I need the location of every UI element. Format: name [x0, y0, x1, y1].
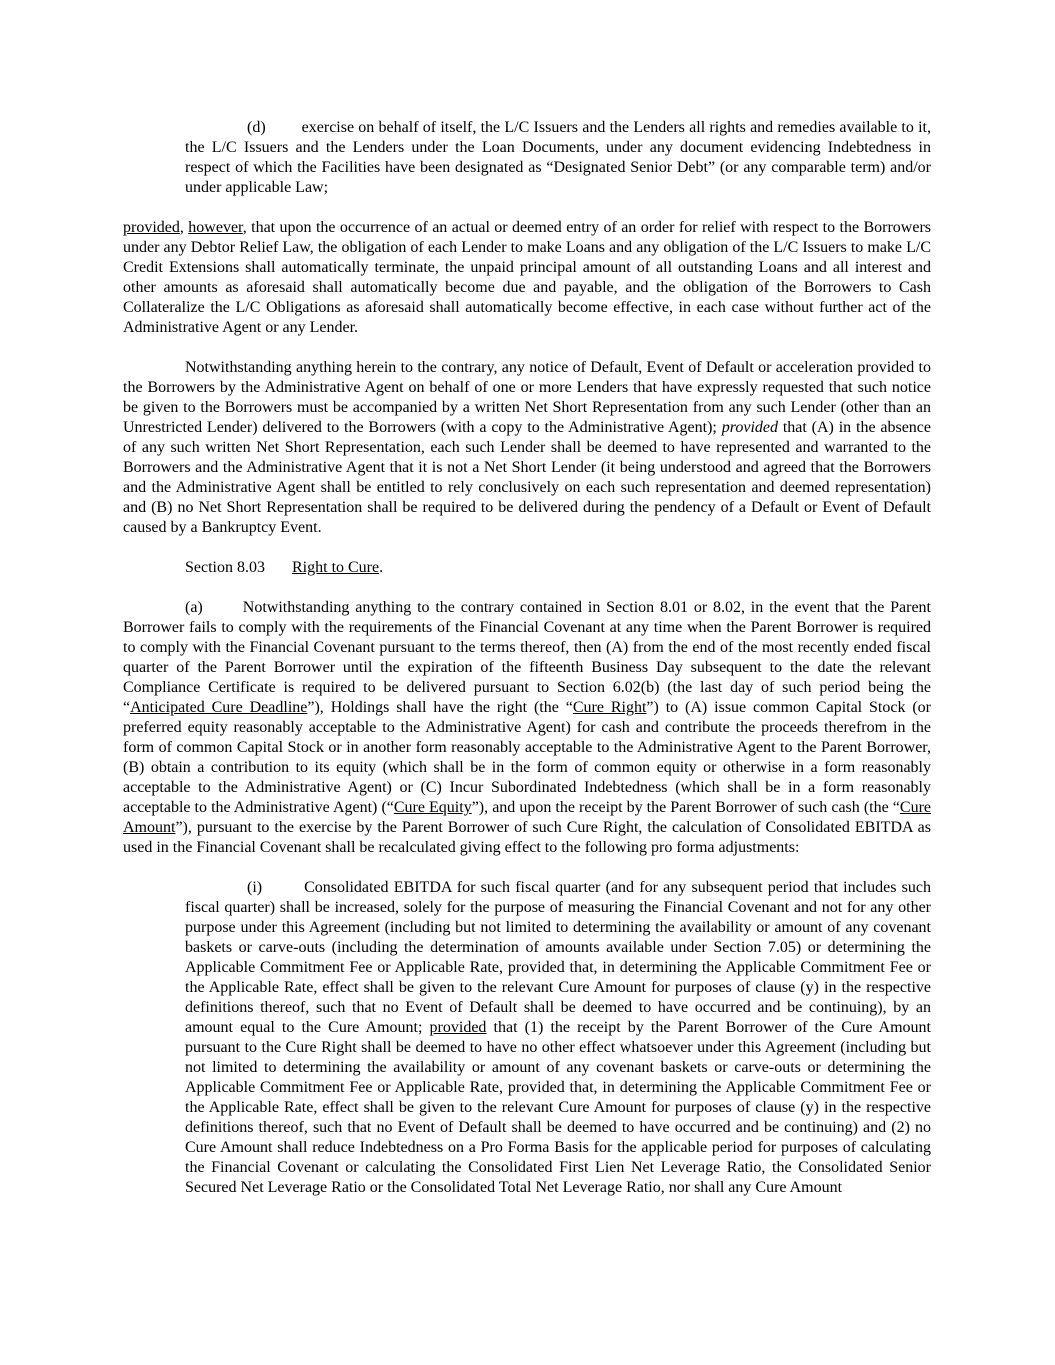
text-run: that (A) in the absence of any such written Net Short Representation, each such Lender shall be deemed to have represented and warranted to the Borrowers and the Administrative Agent that it is not a Net Short Lender (it being understood and agreed that the Borrowers and the Administrative Agent shall be entitled to rely conclusively on each such representation and deemed representation) and (B) no Net Short Representation shall be required to be delivered during the pendency of a Default or Event of Default caused by a Bankruptcy Event. [123, 419, 932, 536]
tab-spacer [265, 571, 292, 572]
text-run: ”) to (A) issue common Capital Stock (or preferred equity reasonably acceptable to the Administrative Agent) for cash and contribute the proceeds therefrom in the form of common Capital Stock or in another form reasonably acceptable to the Administrative Agent to the Parent Borrower, (B) obtain a contribution to its equity (which shall be in the form of common equity or otherwise in a form reasonably acceptable to the Administrative Agent) or (C) Incur Subordinated Indebtedness (which shall be in a form reasonably acceptable to the Administrative Agent) (“ [123, 699, 931, 816]
text-run: Cure Right [572, 699, 647, 716]
text-run: Consolidated EBITDA for such fiscal quarter (and for any subsequent period that includes such fiscal quarter) shall be increased, solely for the purpose of measuring the Financial Covenant and not for any other purpose under this Agreement (including but not limited to determining the availability or amount of any covenant baskets or carve-outs (including the determination of amounts available under Section 7.05) or determining the Applicable Commitment Fee or Applicable Rate, provided that, in determining the Applicable Commitment Fee or the Applicable Rate, effect shall be given to the relevant Cure Amount for purposes of clause (y) in the respective definitions thereof, such that no Event of Default shall be deemed to have occurred and be continuing), by an amount equal to the Cure Amount; [185, 879, 931, 1036]
text-run: , that upon the occurrence of an actual or deemed entry of an order for relief with respect to the Borrowers under any Debtor Relief Law, the obligation of each Lender to make Loans and any obligation of the L/C Issuers to make L/C Credit Extensions shall automatically terminate, the unpaid principal amount of all outstanding Loans and all interest and other amounts as aforesaid shall automatically become due and payable, and the obligation of the Borrowers to Cash Collateralize the L/C Obligations as aforesaid shall automatically become effective, in each case without further act of the Administrative Agent or any Lender. [123, 219, 932, 336]
text-run: Cure Amount [123, 799, 931, 836]
text-run: Notwithstanding anything herein to the contrary, any notice of Default, Event of Default or acceleration provided to the Borrowers by the Administrative Agent on behalf of one or more Lenders that have expressly requested that such notice be given to the Borrowers must be accompanied by a written Net Short Representation from any such Lender (other than an Unrestricted Lender) delivered to the Borrowers (with a copy to the Administrative Agent); [123, 359, 931, 436]
text-run: exercise on behalf of itself, the L/C Issuers and the Lenders all rights and remedies available to it, the L/C Issuers and the Lenders under the Loan Documents, under any document evidencing Indebtedness in respect of which the Facilities have been designated as “Designated Senior Debt” (or any comparable term) and/or under applicable Law; [185, 119, 931, 196]
text-run: provided [721, 419, 778, 436]
text-run: that (1) the receipt by the Parent Borrower of the Cure Amount pursuant to the Cure Right shall be deemed to have no other effect whatsoever under this Agreement (including but not limited to determining the availability or amount of any covenant baskets or carve-outs or determining the Applicable Commitment Fee or Applicable Rate, provided that, in determining the Applicable Commitment Fee or the Applicable Rate, effect shall be given to the relevant Cure Amount for purposes of clause (y) in the respective definitions thereof, such that no Event of Default shall be deemed to have occurred and be continuing) and (2) no Cure Amount shall reduce Indebtedness on a Pro Forma Basis for the applicable period for purposes of calculating the Financial Covenant or calculating the Consolidated First Lien Net Leverage Ratio, the Consolidated Senior Secured Net Leverage Ratio or the Consolidated Total Net Leverage Ratio, nor shall any Cure Amount [185, 1019, 931, 1196]
text-run: provided [429, 1019, 487, 1036]
tab-spacer [266, 131, 302, 132]
text-run: (d) [247, 119, 266, 136]
section-heading-8-03 [123, 558, 931, 578]
document-body [123, 118, 931, 1198]
text-run: Section 8.03 [185, 559, 265, 576]
text-run: (a) [185, 599, 203, 616]
text-run: however [188, 219, 243, 236]
tab-spacer [203, 611, 243, 612]
text-run: ”), and upon the receipt by the Parent Borrower of such cash (the “ [471, 799, 900, 816]
text-run: ”), pursuant to the exercise by the Parent Borrower of such Cure Right, the calculation of Consolidated EBITDA as used in the Financial Covenant shall be recalculated giving effect to the following pro forma adjustments: [123, 819, 931, 856]
tab-spacer [262, 891, 304, 892]
text-run: Right to Cure [292, 559, 380, 576]
text-run: Anticipated Cure Deadline [130, 699, 308, 716]
text-run: ”), Holdings shall have the right (the “ [307, 699, 573, 716]
paragraph-d [185, 118, 931, 198]
text-run: Notwithstanding anything to the contrary contained in Section 8.01 or 8.02, in the event that the Parent Borrower fails to comply with the requirements of the Financial Covenant at any time when the Parent Borrower is required to comply with the Financial Covenant pursuant to the terms thereof, then (A) from the end of the most recently ended fiscal quarter of the Parent Borrower until the expiration of the fifteenth Business Day subsequent to the date the relevant Compliance Certificate is required to be delivered pursuant to Section 6.02(b) (the last day of such period being the “ [123, 599, 931, 716]
paragraph-a [123, 598, 931, 858]
text-run: , [179, 219, 189, 236]
paragraph-net-short [123, 358, 931, 538]
text-run: . [379, 559, 384, 576]
paragraph-i [185, 878, 931, 1198]
text-run: Cure Equity [393, 799, 472, 816]
paragraph-provided-however [123, 218, 931, 338]
text-run: (i) [247, 879, 263, 896]
text-run: provided [123, 219, 180, 236]
